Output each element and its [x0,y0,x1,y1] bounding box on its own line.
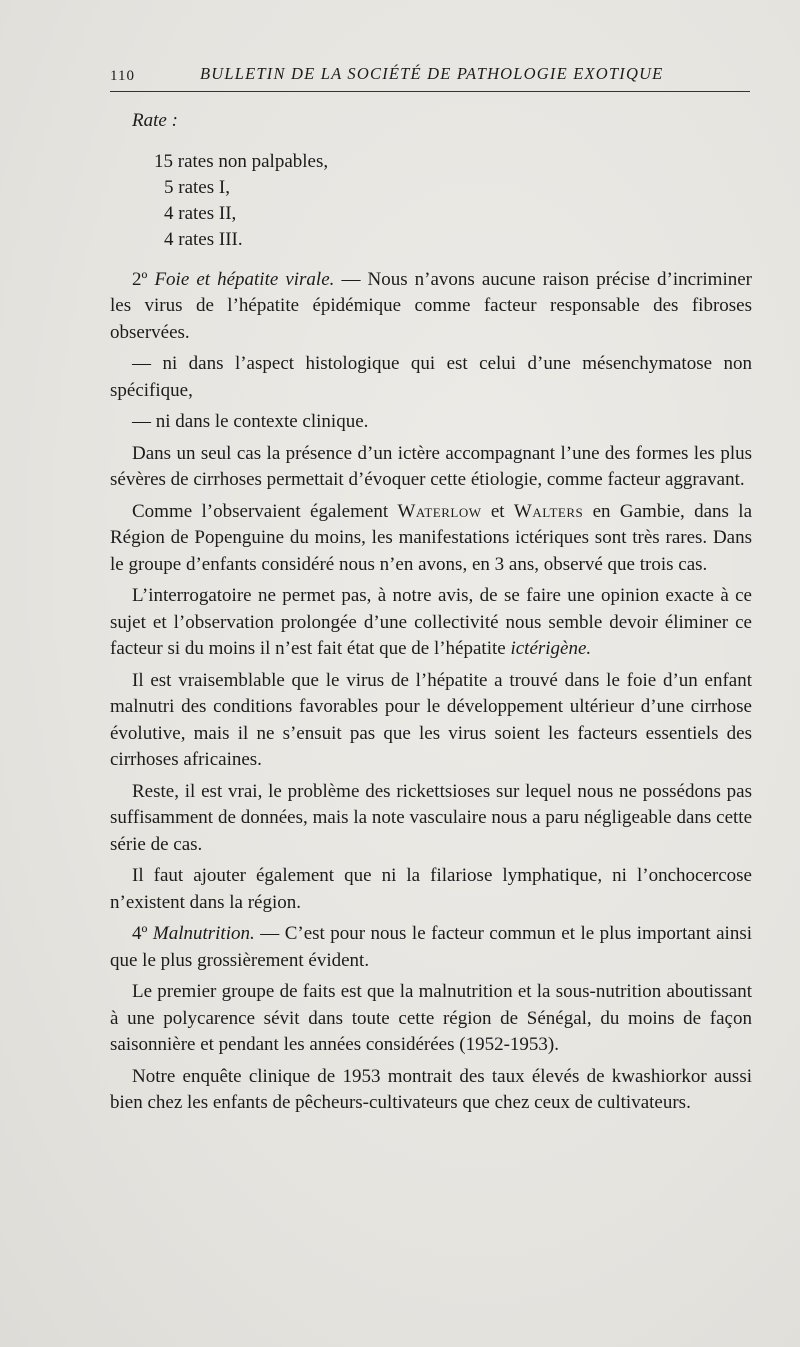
rate-heading: Rate : [132,110,178,131]
paragraph-waterlow [110,499,752,579]
author-waterlow: Waterlow [397,500,482,522]
page-header [110,62,750,92]
paragraph-reste: Reste, il est vrai, le problème des rickettsioses sur lequel nous ne possédons pas suffisamment de données, mais la note vasculaire nous a paru négligeable dans cette série de cas. [110,780,752,855]
running-title: BULLETIN DE LA SOCIÉTÉ DE PATHOLOGIE EXOTIQUE [200,64,664,83]
section-text: — Nous n’avons aucune raison précise d’incriminer les virus de l’hépatite épidémique comme facteur responsable des fibroses observées. [110,268,752,343]
text-segment: L’interrogatoire ne permet pas, à notre avis, de se faire une opinion exacte à ce sujet et l’observation prolongée d’une collectivité nous semble devoir éliminer ce facteur si du moins il n’est fait état que de l’hépatite [110,585,752,659]
section-number: 4º [132,923,148,944]
paragraph-malnutrition [110,921,752,974]
paragraph-filariose: Il faut ajouter également que ni la filariose lymphatique, ni l’onchocercose n’existent dans la région. [110,865,752,913]
list-item: 4 rates II, [164,202,237,224]
section-text: — C’est pour nous le facteur commun et le plus important ainsi que le plus grossièrement évident. [110,923,752,971]
list-item: 4 rates III. [164,228,243,250]
article-body [110,108,752,1122]
paragraph-enquete: Notre enquête clinique de 1953 montrait des taux élevés de kwashiorkor aussi bien chez les enfants de pêcheurs-cultivateurs que chez ceux de cultivateurs. [110,1065,752,1113]
paragraph-interrogatoire [110,583,752,663]
text-segment: Comme l’observaient également [132,500,398,522]
dash-item-histologique: — ni dans l’aspect histologique qui est celui d’une mésenchymatose non spécifique, [110,353,752,401]
page-number: 110 [110,68,135,84]
text-segment: en Gambie, dans la Région de Popenguine du moins, les manifestations ictériques sont très rares. Dans le groupe d’enfants considéré nous n’en avons, en 3 ans, observé que trois cas. [110,500,753,575]
italic-term: ictérigène. [510,638,592,659]
paragraph-vraisemblable: Il est vraisemblable que le virus de l’hépatite a trouvé dans le foie d’un enfant malnutri des conditions favorables pour le développement ultérieur d’une cirrhose évolutive, mais il ne s’ensuit pas que les virus soient les facteurs essentiels des cirrhoses africaines. [110,669,752,770]
list-item: 15 rates non palpables, [154,150,329,172]
section-number: 2º [132,268,148,290]
text-segment: et [481,500,514,522]
paragraph-foie-hepatite [110,267,752,347]
paragraph-premier-groupe: Le premier groupe de faits est que la malnutrition et la sous-nutrition aboutissant à une polycarence sévit dans toute cette région de Sénégal, du moins de façon saisonnière et pendant les années considérées (1952-1953). [110,981,752,1055]
author-walters: Walters [513,500,584,522]
dash-item-clinique: — ni dans le contexte clinique. [132,411,369,432]
paragraph-ictere: Dans un seul cas la présence d’un ictère accompagnant l’une des formes les plus sévères de cirrhoses permettait d’évoquer cette étiologie, comme facteur aggravant. [110,442,752,490]
section-title-malnutrition: Malnutrition. [152,923,255,944]
list-item: 5 rates I, [164,176,230,198]
header-rule [110,91,750,92]
section-title-foie: Foie et hépatite virale. [154,268,335,290]
spleen-list [110,149,752,253]
